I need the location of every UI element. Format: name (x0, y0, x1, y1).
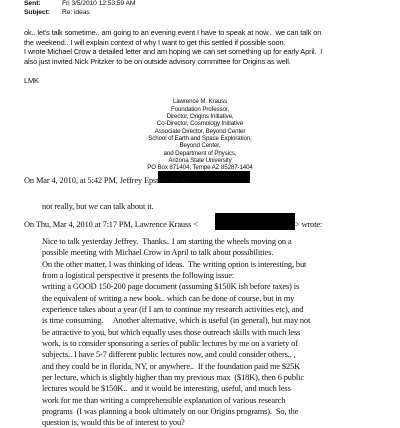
quoted-line-17: question is, would this be of interest to you? (42, 418, 185, 427)
quoted-line-7: experience takes about a year (if I am to continue my research activities etc), and (42, 305, 304, 314)
signature-line-9: Arizona State University (168, 157, 232, 164)
quoted-line-8: is time consuming. Another alternative, which is useful (in general), but may not (42, 316, 311, 325)
signature-line-4: Co-Director, Cosmology Initiative (156, 120, 244, 127)
subject-row (24, 9, 90, 17)
quoted-line-13: per lecture, which is slightly higher than my previous max ($18K), then 6 public (42, 373, 304, 382)
quoted-line-5: writing a GOOD 150-200 page document (assuming $150K ish before taxes) is (42, 282, 300, 291)
quoted-line-2: possible meeting with Michael Crow in April to talk about possibilities. (42, 248, 274, 257)
quoted-line-15: work for me than writing a comprehensible explanation of various research (42, 396, 286, 405)
sent-value: Fri 3/5/2010 12:53:59 AM (62, 0, 136, 7)
signature-line-7: Beyond Center, (179, 142, 221, 149)
epstein-reply: not really, but we can talk about it. (42, 202, 154, 211)
subject-value: Re: ideas (62, 9, 90, 16)
signature-line-8: and Department of Physics, (163, 150, 237, 157)
quoted-line-10: work, is to consider sponsoring a series of public lectures by me on a variety of (42, 339, 298, 348)
subject-label: Subject: (24, 9, 50, 16)
signature-line-3: Director, Origins Initiative, (166, 113, 234, 120)
krauss-attribution-start: On Thu, Mar 4, 2010 at 7:17 PM, Lawrence Krauss < (24, 220, 198, 229)
quoted-line-11: subjects.. I have 5-7 different public lectures now, and could consider others.. , (42, 350, 296, 359)
message-line-1: ok.. let's talk sometime.. am going to an evening event I have to speak at now.. we can talk on (24, 28, 322, 37)
signature-line-10: PO Box 871404, Tempe AZ 85287-1404 (147, 164, 253, 171)
quoted-line-16: programs (I was planning a book ultimately on our Origins programs). So, the (42, 407, 299, 416)
quoted-line-12: and they could be in florida, NY, or anywhere.. If the foundation paid me $25K (42, 362, 301, 371)
message-closing: LMK (24, 76, 39, 85)
message-line-4: also just invited Nick Pritzker to be on outside advisory committee for Origins as well. (24, 57, 291, 66)
message-line-3: I wrote Michael Crow a detailed letter and am hoping we can set something up for early April. I (24, 47, 323, 56)
quoted-line-1: Nice to talk yesterday Jeffrey. Thanks.. I am starting the wheels moving on a (42, 237, 292, 246)
epstein-attribution: On Mar 4, 2010, at 5:42 PM, Jeffrey Epstein wrote: (24, 176, 191, 185)
signature-line-1: Lawrence M. Krauss (172, 98, 228, 105)
sent-row (24, 0, 135, 8)
quoted-line-6: the equivalent of writing a new book.. which can be done of course, but in my (42, 294, 295, 303)
signature-line-6: School of Earth and Space Exploration, (148, 135, 252, 142)
quoted-line-3: On the other matter, I was thinking of ideas. The writing option is interesting, but (42, 260, 307, 269)
redaction-block-2 (215, 213, 295, 230)
signature-line-2: Foundation Professor, (170, 106, 230, 113)
signature-line-5: Associate Director, Beyond Center (154, 128, 246, 135)
sent-label: Sent: (24, 0, 41, 7)
quoted-line-14: lectures would be $150K.. and it would be interesting, useful, and much less (42, 384, 291, 393)
message-line-2: the weekend.. I will explain context of why I want to get this settled if possible soon. (24, 38, 286, 47)
krauss-attribution-end: > wrote: (295, 220, 323, 229)
quoted-line-9: be attractive to you, but which equally uses those outreach skills with much less (42, 328, 301, 337)
quoted-line-4: from a logistical perspective it presents the following issue: (42, 271, 235, 280)
